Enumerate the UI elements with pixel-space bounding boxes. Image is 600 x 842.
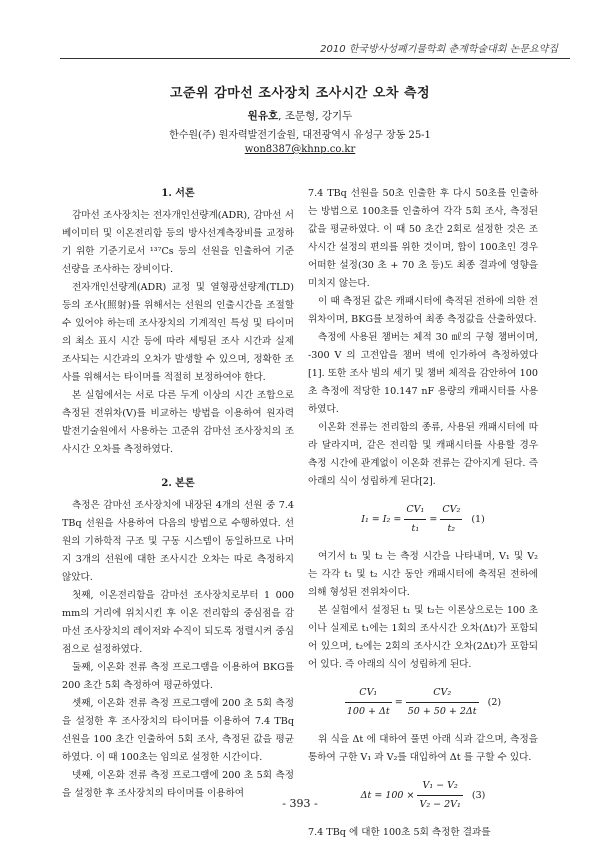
paragraph: 둘째, 이온화 전류 측정 프로그램을 이용하여 BKG를 200 초간 5회 측정하여 평균하였다. [62,662,294,691]
co-authors: , 조문형, 강기두 [278,110,353,122]
equation-1: I₁ = I₂ = $\frac{\text{CV₁}}{\text{t₁}}$ = $\frac{\text{CV₂}}{\text{t₂}}$ (1) [308,501,538,538]
paragraph: 넷째, 이온화 전류 측정 프로그램에 200 초 5회 측정을 설정한 후 조사장치의 타이머를 이용하여 [62,770,294,799]
equation-number: (3) [471,790,486,801]
paragraph: 측정은 감마선 조사장치에 내장된 4개의 선원 중 7.4 TBq 선원을 사용하여 다음의 방법으로 수행하였다. 선원의 기하학적 구조 및 구동 시스템이 동일하므로 나머지 3개의 선원에 대한 조사시간 오차는 따로 측정하지 않았다. [62,500,294,583]
right-column [308,185,538,842]
equation-number: (1) [471,514,485,525]
paragraph: 측정에 사용된 챔버는 체적 30 ㎖의 구형 챔버이며, -300 V 의 고전압을 챔버 벽에 인가하여 측정하였다[1]. 또한 조사 빔의 세기 및 챔버 체적을 감안하여 100 초 측정에 적당한 10.147 nF 용량의 캐패시터를 사용하였다. [308,332,538,415]
section-heading-intro: 1. 서론 [161,188,195,199]
paragraph: 7.4 TBq 에 대한 100초 5회 측정한 결과를 [308,827,491,838]
paragraph: 본 실험에서는 서로 다른 두게 이상의 시간 조합으로 측정된 전위차(V)를 비교하는 방법을 이용하여 원자력발전기술원에서 사용하는 고준위 감마선 조사장치의 조사시간 오차를 측정하였다. [62,390,294,455]
paragraph: 본 실험에서 설정된 t₁ 및 t₂는 이론상으로는 100 초이나 실제로 t₁에는 1회의 조사시간 오차(Δt)가 포함되어 있으며, t₂에는 2회의 조사시간 오차(2Δt)가 포함되어 있다. 즉 아래의 식이 성립하게 된다. [308,605,538,670]
affiliation: 한수원(주) 원자력발전기술원, 대전광역시 유성구 장동 25-1 [169,130,431,141]
paragraph: 셋째, 이온화 전류 측정 프로그램에 200 초 5회 측정을 설정한 후 조사장치의 타이머를 이용하여 7.4 TBq 선원을 100 초간 인출하여 5회 조사, 측정된 값을 평균하였다. 이 때 100초는 임의로 설정한 시간이다. [62,698,294,763]
paragraph: 이 때 측정된 값은 캐패시터에 축적된 전하에 의한 전위차이며, BKG를 보정하여 최종 측정값을 산출하였다. [308,296,538,325]
conference-header: 2010 한국방사성폐기물학회 춘계학술대회 논문요약집 [320,44,558,55]
paper-title: 고준위 감마선 조사장치 조사시간 오차 측정 [169,86,431,101]
author-line [0,108,600,123]
section-heading-body: 2. 본론 [161,478,195,489]
paragraph: 이온화 전류는 전리함의 종류, 사용된 캐패시터에 따라 달라지며, 같은 전리함 및 캐패시터를 사용할 경우 측정 시간에 관계없이 이온화 전류는 같아지게 된다. 즉 아래의 식이 성립하게 된다[2]. [308,422,538,487]
paragraph: 여기서 t₁ 및 t₂ 는 측정 시간을 나타내며, V₁ 및 V₂ 는 각각 t₁ 및 t₂ 시간 동안 캐패시터에 축적된 전하에 의해 형성된 전위차이다. [308,551,538,598]
left-column [62,185,294,803]
equation-3: Δt = 100 × $\frac{\text{V₁ − V₂}}{\text{V₂ − 2V₁}}$ (3) [308,777,538,814]
paragraph: 감마선 조사장치는 전자개인선량계(ADR), 감마선 서베이미터 및 이온전리함 등의 방사선계측장비를 교정하기 위한 기준기로서 ¹³⁷Cs 등의 선원을 인출하여 기준 선량을 조사하는 장비이다. [62,210,294,275]
page-number: - 393 - [282,797,318,810]
lead-author: 원유호 [247,110,279,122]
paragraph: 7.4 TBq 선원을 50초 인출한 후 다시 50초를 인출하는 방법으로 100초를 인출하여 각각 5회 조사, 측정된 값을 평균하였다. 이 때 50 초간 2회로 설정한 것은 조사시간 설정의 편의를 위한 것이며, 합이 100초인 경우 어떠한 설정(30 초 + 70 초 등)도 최종 결과에 영향을 미치지 않는다. [308,188,538,289]
paragraph: 첫째, 이온전리함을 감마선 조사장치로부터 1 000 mm의 거리에 위치시킨 후 이온 전리함의 중심점을 감마선 조사장치의 레이저와 수직이 되도록 정렬시켜 중심점으로 설정하였다. [62,590,294,655]
email-link[interactable]: won8387@khnp.co.kr [244,144,356,155]
header-rule [60,58,570,59]
equation-2: $\frac{\text{CV₁}}{100 + \Delta t}$ = $\frac{\text{CV₂}}{50 + 50 + 2\Delta t}$ (2) [308,684,538,721]
paragraph: 전자개인선량계(ADR) 교정 및 열형광선량계(TLD) 등의 조사(照射)를 위해서는 선원의 인출시간을 조절할 수 있어야 하는데 조사장치의 기계적인 특성 및 타이머의 최소 표시 시간 등에 따라 세팅된 조사 시간과 실제 조사되는 시간과의 오차가 발생할 수 있으며, 정확한 조사를 위해서는 타이머를 적절히 보정하여야 한다. [62,282,294,383]
paragraph: 위 식을 Δt 에 대하여 풀면 아래 식과 같으며, 측정을 통하여 구한 V₁ 과 V₂를 대입하여 Δt 를 구할 수 있다. [308,734,538,763]
equation-number: (2) [487,697,502,708]
